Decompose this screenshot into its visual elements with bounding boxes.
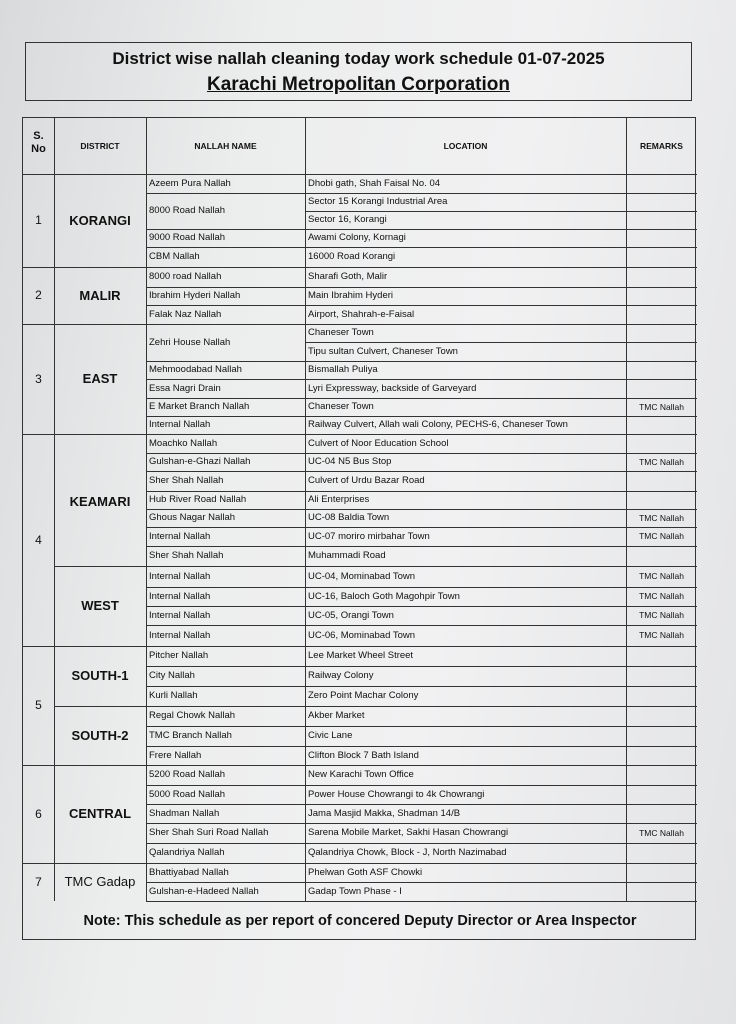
nallah-name: Mehmoodabad Nallah [149, 364, 242, 375]
location: UC-08 Baldia Town [308, 512, 390, 523]
remarks [626, 193, 697, 211]
table-rule [305, 118, 306, 901]
location: Culvert of Urdu Bazar Road [308, 475, 425, 486]
nallah-name: Internal Nallah [149, 630, 211, 641]
location: UC-04, Mominabad Town [308, 571, 416, 582]
remarks [626, 546, 697, 566]
nallah-name: Pitcher Nallah [149, 650, 209, 661]
location: UC-16, Baloch Goth Magohpir Town [308, 591, 460, 602]
nallah-name: Zehri House Nallah [149, 337, 231, 348]
location: UC-05, Orangi Town [308, 610, 394, 621]
remarks [626, 324, 697, 342]
remarks [626, 305, 697, 324]
location: Sector 15 Korangi Industrial Area [308, 196, 448, 207]
remarks [626, 174, 697, 193]
nallah-name: 9000 Road Nallah [149, 232, 226, 243]
remarks [626, 379, 697, 398]
remarks [626, 746, 697, 765]
location: Sharafi Goth, Malir [308, 271, 388, 282]
nallah-name: Bhattiyabad Nallah [149, 867, 229, 878]
district-name: KORANGI [69, 213, 131, 228]
nallah-name: Hub River Road Nallah [149, 494, 247, 505]
remarks [626, 211, 697, 229]
remarks [626, 342, 697, 361]
nallah-name: Sher Shah Suri Road Nallah [149, 827, 269, 838]
nallah-name: Qalandriya Nallah [149, 847, 225, 858]
remarks: TMC Nallah [639, 571, 684, 581]
remarks [626, 882, 697, 901]
nallah-name: E Market Branch Nallah [149, 401, 250, 412]
location: Bismallah Puliya [308, 364, 378, 375]
location: Civic Lane [308, 730, 353, 741]
remarks [626, 416, 697, 434]
remarks: TMC Nallah [639, 591, 684, 601]
location: Tipu sultan Culvert, Chaneser Town [308, 346, 458, 357]
header-nallah-name: NALLAH NAME [194, 141, 257, 151]
remarks [626, 863, 697, 882]
location: New Karachi Town Office [308, 769, 414, 780]
remarks [626, 726, 697, 746]
remarks [626, 765, 697, 785]
district-name: WEST [81, 598, 119, 613]
nallah-name: Kurli Nallah [149, 690, 198, 701]
location: Dhobi gath, Shah Faisal No. 04 [308, 178, 441, 189]
nallah-name: Internal Nallah [149, 610, 211, 621]
remarks: TMC Nallah [639, 531, 684, 541]
location: Muhammadi Road [308, 550, 386, 561]
district-name: MALIR [79, 288, 121, 303]
remarks: TMC Nallah [639, 457, 684, 467]
location: Railway Colony [308, 670, 374, 681]
remarks [626, 491, 697, 509]
nallah-name: Moachko Nallah [149, 438, 218, 449]
nallah-name: Ibrahim Hyderi Nallah [149, 290, 241, 301]
remarks [626, 785, 697, 804]
location: Sarena Mobile Market, Sakhi Hasan Chowrangi [308, 827, 509, 838]
district-name: SOUTH-2 [71, 728, 129, 743]
nallah-name: Sher Shah Nallah [149, 550, 224, 561]
nallah-name: CBM Nallah [149, 251, 200, 262]
remarks [626, 247, 697, 267]
location: Chaneser Town [308, 327, 374, 338]
remarks: TMC Nallah [639, 630, 684, 640]
header-remarks: REMARKS [640, 141, 683, 151]
location: UC-04 N5 Bus Stop [308, 456, 392, 467]
location: Phelwan Goth ASF Chowki [308, 867, 423, 878]
nallah-name: 5200 Road Nallah [149, 769, 226, 780]
nallah-name: Frere Nallah [149, 750, 202, 761]
location: Lee Market Wheel Street [308, 650, 414, 661]
serial-number: 2 [35, 288, 42, 302]
nallah-name: 5000 Road Nallah [149, 789, 226, 800]
district-name: TMC Gadap [64, 874, 136, 889]
nallah-name: Sher Shah Nallah [149, 475, 224, 486]
location: Airport, Shahrah-e-Faisal [308, 309, 415, 320]
location: Railway Culvert, Allah wali Colony, PECHS-6, Chaneser Town [308, 419, 568, 430]
footer-note: Note: This schedule as per report of concered Deputy Director or Area Inspector [83, 913, 637, 929]
location: UC-07 moriro mirbahar Town [308, 531, 430, 542]
remarks: TMC Nallah [639, 513, 684, 523]
serial-number: 5 [35, 698, 42, 712]
nallah-name: Azeem Pura Nallah [149, 178, 231, 189]
organization-title: Karachi Metropolitan Corporation [207, 74, 510, 95]
remarks [626, 706, 697, 726]
table-rule [54, 118, 55, 901]
location: Awami Colony, Kornagi [308, 232, 406, 243]
location: Ali Enterprises [308, 494, 370, 505]
district-name: KEAMARI [69, 494, 131, 509]
serial-number: 7 [35, 875, 42, 889]
location: Gadap Town Phase - I [308, 886, 402, 897]
nallah-name: Gulshan-e-Hadeed Nallah [149, 886, 259, 897]
nallah-name: Essa Nagri Drain [149, 383, 221, 394]
remarks: TMC Nallah [639, 402, 684, 412]
table-rule [626, 118, 627, 901]
remarks [626, 843, 697, 863]
remarks [626, 229, 697, 247]
schedule-title: District wise nallah cleaning today work schedule 01-07-2025 [112, 49, 605, 68]
schedule-table [22, 117, 696, 940]
remarks [626, 434, 697, 453]
location: Akber Market [308, 710, 365, 721]
nallah-name: Internal Nallah [149, 531, 211, 542]
remarks [626, 287, 697, 305]
location: Main Ibrahim Hyderi [308, 290, 393, 301]
nallah-name: Shadman Nallah [149, 808, 220, 819]
header-sno: S. No [31, 130, 46, 155]
nallah-name: 8000 road Nallah [149, 271, 222, 282]
remarks [626, 646, 697, 666]
remarks [626, 267, 697, 287]
location: Qalandriya Chowk, Block - J, North Nazimabad [308, 847, 507, 858]
serial-number: 1 [35, 213, 42, 227]
nallah-name: Regal Chowk Nallah [149, 710, 236, 721]
header-district: DISTRICT [80, 141, 120, 151]
nallah-name: Gulshan-e-Ghazi Nallah [149, 456, 251, 467]
nallah-name: Internal Nallah [149, 419, 211, 430]
remarks [626, 686, 697, 706]
district-name: SOUTH-1 [71, 668, 129, 683]
serial-number: 4 [35, 533, 42, 547]
table-rule [146, 118, 147, 901]
location: Clifton Block 7 Bath Island [308, 750, 419, 761]
nallah-name: 8000 Road Nallah [149, 205, 226, 216]
location: Culvert of Noor Education School [308, 438, 449, 449]
nallah-name: Internal Nallah [149, 591, 211, 602]
serial-number: 6 [35, 807, 42, 821]
location: UC-06, Mominabad Town [308, 630, 416, 641]
header-location: LOCATION [443, 141, 488, 151]
location: 16000 Road Korangi [308, 251, 396, 262]
nallah-name: City Nallah [149, 670, 195, 681]
location: Sector 16, Korangi [308, 214, 387, 225]
nallah-name: TMC Branch Nallah [149, 730, 232, 741]
remarks [626, 361, 697, 379]
remarks [626, 471, 697, 491]
remarks [626, 666, 697, 686]
location: Zero Point Machar Colony [308, 690, 419, 701]
district-name: EAST [82, 371, 118, 386]
serial-number: 3 [35, 372, 42, 386]
remarks: TMC Nallah [639, 610, 684, 620]
location: Jama Masjid Makka, Shadman 14/B [308, 808, 461, 819]
remarks: TMC Nallah [639, 828, 684, 838]
location: Chaneser Town [308, 401, 374, 412]
district-name: CENTRAL [68, 806, 132, 821]
nallah-name: Ghous Nagar Nallah [149, 512, 236, 523]
nallah-name: Falak Naz Nallah [149, 309, 222, 320]
location: Power House Chowrangi to 4k Chowrangi [308, 789, 485, 800]
remarks [626, 804, 697, 823]
title-box [25, 42, 692, 101]
location: Lyri Expressway, backside of Garveyard [308, 383, 477, 394]
nallah-name: Internal Nallah [149, 571, 211, 582]
